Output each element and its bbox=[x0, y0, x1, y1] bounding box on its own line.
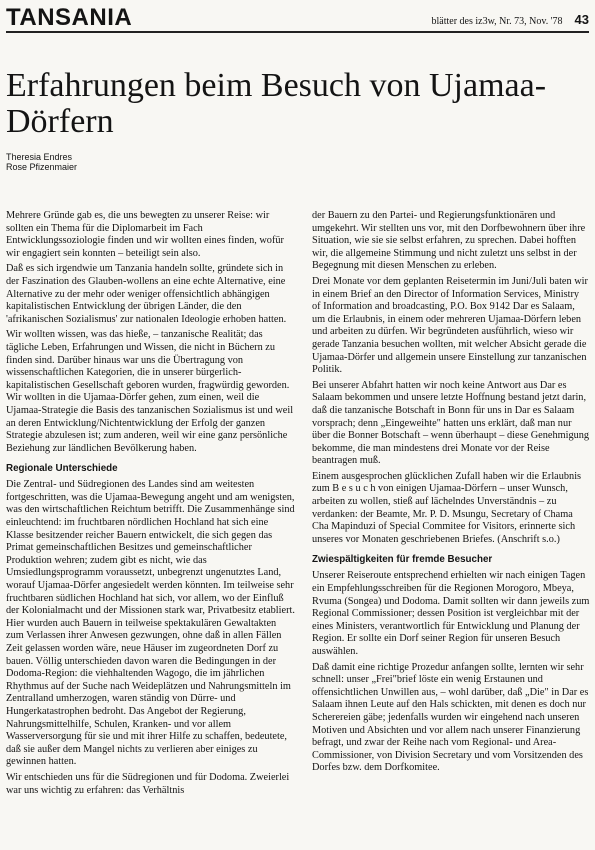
right-column bbox=[312, 210, 590, 778]
paragraph: Einem ausgesprochen glücklichen Zufall haben wir die Erlaubnis zum B e s u c h von einigen Ujamaa-Dörfern – unser Wunsch, arbeiten zu wollen, stieß auf lächelndes Unverständnis – zu verdanken: der Beamte, Mr. P. D. Msungu, Secretary of Chama Cha Mapinduzi of Special Commitee for Visitors, erinnerte sich unseres vor Monaten geschriebenen Briefes. (Anschrift s.o.) bbox=[312, 470, 582, 545]
page-number: 43 bbox=[574, 12, 589, 27]
page-header bbox=[6, 6, 589, 34]
article-title: Erfahrungen beim Besuch von Ujamaa-Dörfern bbox=[6, 67, 547, 140]
author-name: Theresia Endres bbox=[6, 152, 73, 162]
paragraph: Mehrere Gründe gab es, die uns bewegten zu unserer Reise: wir sollten ein Thema für die Diplomarbeit im Fach Entwicklungssoziologie finden und wir wollten eines finden, wofür wir engagiert sein konnten – beteiligt sein also. bbox=[6, 210, 284, 259]
author-list bbox=[6, 152, 77, 172]
paragraph: Unserer Reiseroute entsprechend erhielten wir nach einigen Tagen ein Empfehlungsschreiben für die Regionen Morogoro, Mbeya, Rvuma (Songea) und Dodoma. Damit sollten wir dann jeweils zum Regional Commissioner; dessen Position ist vergleichbar mit der eines Ministers, verantwortlich für Entwicklung und Planung der Region. Er sollte ein Dorf seiner Region für unseren Besuch auswählen. bbox=[312, 570, 590, 657]
issue-line: blätter des iz3w, Nr. 73, Nov. '78 bbox=[431, 16, 563, 27]
left-column bbox=[6, 210, 296, 800]
header-rule bbox=[6, 31, 589, 33]
country-heading: TANSANIA bbox=[6, 4, 133, 31]
paragraph: Wir wollten wissen, was das hieße, – tanzanische Realität; das tägliche Leben, Erfahrungen und Wissen, die nicht in Büchern zu finden sind. Darüber hinaus war uns die Übertragung von wissenschaftlichen Kategorien, die in unserer bürgerlich-kapitalistischen Gesellschaft geboren wurden, fragwürdig geworden. Wir wollten in die Ujamaa-Dörfer gehen, zum einen, weil die Ujamaa-Strategie die Basis des tanzanischen Sozialismus ist und weil an deren Entwicklung/Nichtentwicklung der Erfolg der ganzen Strategie abzulesen ist; zum anderen, weil wir eine ganz persönliche Beziehung zur ländlichen Bevölkerung haben. bbox=[6, 329, 294, 454]
section-heading: Regionale Unterschiede bbox=[6, 463, 118, 475]
paragraph: Daß damit eine richtige Prozedur anfangen sollte, lernten wir sehr schnell: unser „Frei"brief löste ein wenig Erstaunen und offensichtlichen Unwillen aus, – wohl darüber, daß „Die" in Dar es Salaam ihnen Leute auf den Hals schickten, mit denen es doch nur Scherereien gäbe; jedenfalls wurden wir eingehend nach unseren Motiven und Absichten und vor allem nach unserer Finanzierung befragt, und zwar der Reihe nach vom Regional- und Area-Commissioner, von Division Secretary und vom Vorsitzenden des Dorfes bzw. dem Dorfkomitee. bbox=[312, 661, 589, 774]
paragraph: Wir entschieden uns für die Südregionen und für Dodoma. Zweierlei war uns wichtig zu erfahren: das Verhältnis bbox=[6, 771, 290, 796]
issue-info bbox=[431, 12, 589, 27]
author-name: Rose Pfizenmaier bbox=[6, 162, 78, 172]
paragraph: Bei unserer Abfahrt hatten wir noch keine Antwort aus Dar es Salaam bekommen und unsere letzte Hoffnung bestand jetzt darin, daß die tanzanische Botschaft in Bonn für uns in Dar es Salaam vorsprach; denn „Eingeweihte" hatten uns erklärt, daß man nur über die Bonner Botschaft – wenn überhaupt – diese Genehmigung bekomme, die man mindestens drei Monate vor der Reise beantragen muß. bbox=[312, 379, 590, 467]
paragraph: Die Zentral- und Südregionen des Landes sind am weitesten fortgeschritten, was die Ujamaa-Bewegung angeht und am wenigsten, was den wirtschaftlichen Reichtum betrifft. Die Zusammenhänge sind einleuchtend: im fruchtbaren nördlichen Hochland hat sich eine Klasse besitzender reicher Bauern entwickelt, die sich gegen das Primat gemeinschaftlichen Besitzes und gemeinschaftlicher Produktion wehren; zudem gibt es nicht, wie das Umsiedlungsprogramm voraussetzt, unbegrenzt ungenutztes Land, worauf Ujamaa-Dörfer angesiedelt werden könnten. Im teilweise sehr fruchtbaren südlichen Hochland hat sich, vor allem, wo der Einfluß der Kolonialmacht und der Missionen stark war, Privatbesitz etabliert. Hier wurden auch Bauern in teilweise spektakulären Gewaltakten zum Verlassen ihrer Anwesen gezwungen, ohne daß in allen Fällen Zeit gelassen worden wäre, neue Häuser im zugeordneten Dorf zu bauen. Völlig unterschieden davon waren die Bedingungen in der Dodoma-Region: die viehhaltenden Wagogo, die im jährlichen Rhythmus auf der Suche nach Weideplätzen und Nahrungsmitteln im Zentralland umherzogen, waren ständig von Dürre- und Hungerkatastrophen bedroht. Das Angebot der Regierung, Nahrungsmittelhilfe, Schulen, Kranken- und vor allem Wasserversorgung für sie und mit ihrer Hilfe zu schaffen, bedeutete, daß sie außer dem Mangel nichts zu verlieren aber einiges zu gewinnen hatten. bbox=[6, 479, 295, 768]
paragraph: Daß es sich irgendwie um Tanzania handeln sollte, gründete sich in der Faszination des Glauben-wollens an eine echte Alternative, eine Alternative zu der mehr oder weniger offensichtlich abhängigen kapitalistischen Entwicklung der übrigen Länder, die den 'afrikanischen Sozialismus' zur nationalen Ideologie erhoben hatten. bbox=[6, 263, 287, 325]
paragraph: der Bauern zu den Partei- und Regierungsfunktionären und umgekehrt. Wir stellten uns vor, mit den Dorfbewohnern über ihre Situation, wie sie sie selbst erfahren, zu sprechen. Dabei hofften wir, die allgemeine Stimmung und nicht zuletzt uns selbst in der Begegnung mit diesen Menschen zu erleben. bbox=[312, 210, 586, 272]
paragraph: Drei Monate vor dem geplanten Reisetermin im Juni/Juli baten wir in einem Brief an den Director of Information Services, Ministry of Information and broadcasting, P.O. Box 9142 Dar es Salaam, um die Erlaubnis, in einem oder mehreren Ujamaa-Dörfern leben und arbeiten zu dürfen. Wir begründeten ausführlich, wieso wir gerade Tanzania besuchen wollten, mit welcher Absicht gerade die Ujamaa-Dörfer und allgemein unsere Einstellung zur tanzanischen Politik. bbox=[312, 275, 588, 376]
section-heading: Zwiespältigkeiten für fremde Besucher bbox=[312, 554, 493, 566]
